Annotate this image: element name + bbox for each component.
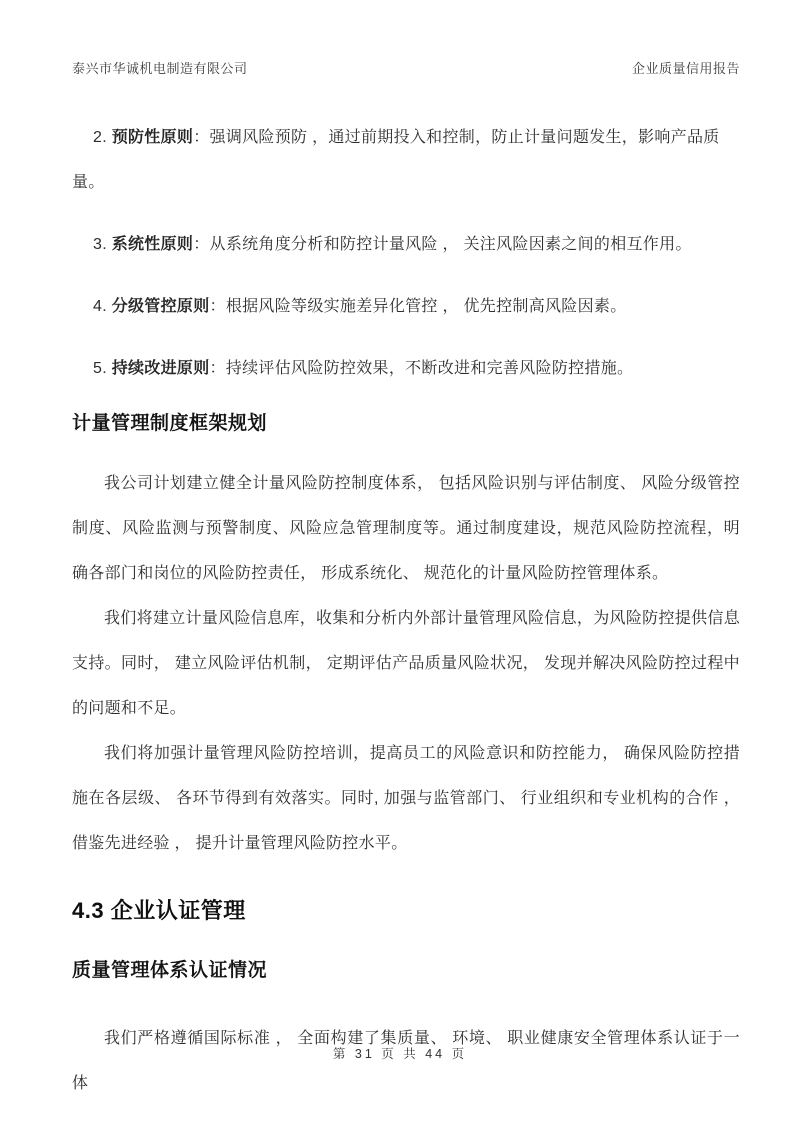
list-item-number: 2. <box>93 129 107 146</box>
header-report-title: 企业质量信用报告 <box>631 61 740 76</box>
list-item-number: 4. <box>93 298 107 315</box>
framework-paragraph-2: 我们将建立计量风险信息库，收集和分析内外部计量管理风险信息，为风险防控提供信息支持。同时， 建立风险评估机制， 定期评估产品质量风险状况， 发现并解决风险防控过程中的问题和不足。 <box>72 610 740 717</box>
list-item-principle-3 <box>72 222 740 267</box>
list-item-principle-2 <box>72 115 740 205</box>
principle-text: ：强调风险预防 ，通过前期投入和控制，防止计量问题发生，影响产品质量。 <box>72 129 720 191</box>
page-number-indicator: 第 31 页 共 44 页 <box>332 1047 468 1061</box>
principle-term: 持续改进原则 <box>111 360 210 377</box>
principle-text: ：持续评估风险防控效果，不断改进和完善风险防控措施。 <box>209 360 634 377</box>
principle-term: 预防性原则 <box>111 129 194 146</box>
list-item-principle-4 <box>72 284 740 329</box>
principles-list <box>72 115 740 391</box>
list-item-principle-5 <box>72 346 740 391</box>
page-footer <box>0 1044 800 1062</box>
header-company-name: 泰兴市华诚机电制造有限公司 <box>72 61 248 76</box>
section-heading-certification: 4.3 企业认证管理 <box>72 898 246 923</box>
framework-paragraph-3: 我们将加强计量管理风险防控培训，提高员工的风险意识和防控能力， 确保风险防控措施在各层级、 各环节得到有效落实。同时, 加强与监管部门、 行业组织和专业机构的合作 ， 借鉴先进经验 ， 提升计量管理风险防控水平。 <box>72 745 740 852</box>
framework-paragraph-1: 我公司计划建立健全计量风险防控制度体系， 包括风险识别与评估制度、 风险分级管控 制度、风险监测与预警制度、风险应急管理制度等。通过制度建设，规范风险防控流程，明确各部门和岗位的风险防控责任， 形成系统化、 规范化的计量风险防控管理体系。 <box>72 475 740 582</box>
principle-text: ：从系统角度分析和防控计量风险 ， 关注风险因素之间的相互作用。 <box>193 236 692 253</box>
certification-paragraph: 我们严格遵循国际标准 ， 全面构建了集质量、 环境、 职业健康安全管理体系认证于一体 <box>72 1030 740 1092</box>
list-item-number: 3. <box>93 236 107 253</box>
subsection-heading-qms-certification: 质量管理体系认证情况 <box>72 960 268 981</box>
section-heading-framework: 计量管理制度框架规划 <box>72 413 268 434</box>
list-item-number: 5. <box>93 360 107 377</box>
principle-text: ：根据风险等级实施差异化管控 ， 优先控制高风险因素。 <box>209 298 627 315</box>
page-header <box>72 58 740 77</box>
principle-term: 系统性原则 <box>111 236 194 253</box>
principle-term: 分级管控原则 <box>111 298 210 315</box>
